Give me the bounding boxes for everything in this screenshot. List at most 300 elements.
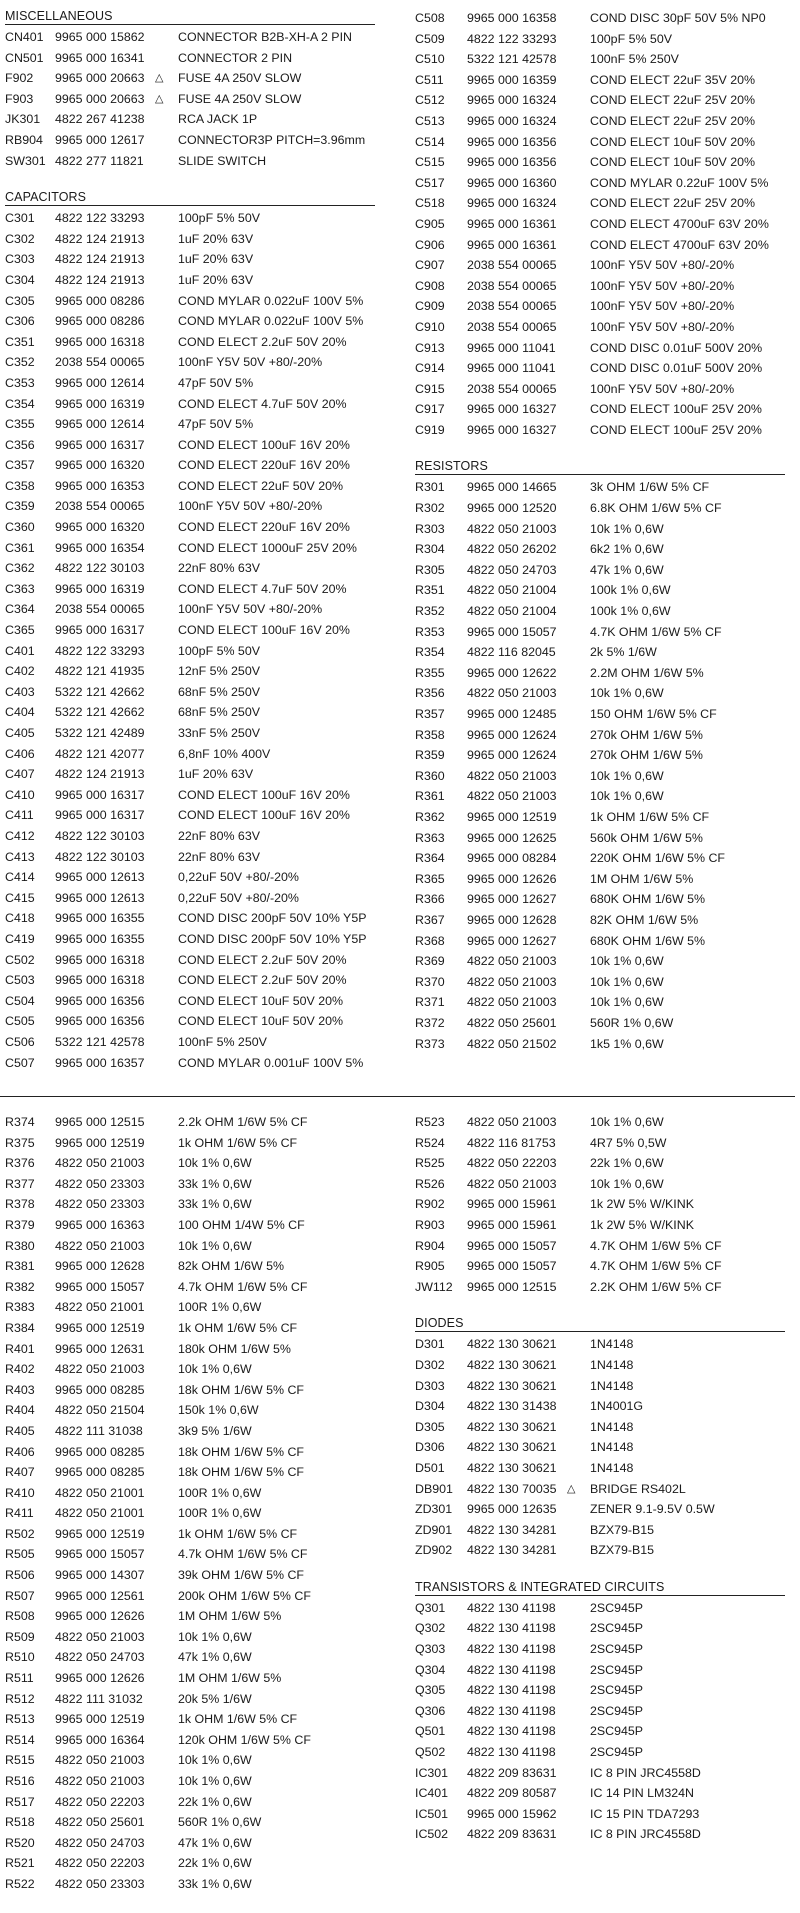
part-description: 1k OHM 1/6W 5% CF [178,1135,298,1150]
part-reference: Q301 [415,1600,446,1615]
part-description: COND ELECT 2.2uF 50V 20% [178,973,347,988]
part-row [5,1647,375,1668]
part-row [5,1812,375,1833]
part-description: BZX79-B15 [590,1522,655,1537]
part-description: 1k OHM 1/6W 5% CF [178,1712,298,1727]
part-description: COND ELECT 4.7uF 50V 20% [178,581,347,596]
part-row [415,786,785,807]
part-row [415,807,785,828]
part-code: 4822 050 21003 [55,1629,145,1644]
part-code: 4822 124 21913 [55,252,145,267]
part-code: 9965 000 12515 [55,1115,145,1129]
part-description: 4.7K OHM 1/6W 5% CF [590,624,722,639]
part-code: 4822 277 11821 [55,153,144,168]
part-reference: C363 [5,581,35,596]
part-description: 200k OHM 1/6W 5% CF [178,1588,311,1603]
part-code: 9965 000 16318 [55,973,145,988]
part-code: 4822 050 25601 [467,1015,557,1030]
part-code: 4822 122 30103 [55,849,145,864]
part-row [5,1709,375,1730]
part-reference: C405 [5,726,35,740]
part-code: 9965 000 12635 [467,1502,557,1517]
part-reference: SW301 [5,153,46,168]
part-code: 4822 130 30621 [467,1337,557,1352]
part-description: 100nF Y5V 50V +80/-20% [178,499,323,514]
part-reference: C507 [5,1055,35,1070]
part-description: 10k 1% 0,6W [590,1115,664,1129]
part-reference: C511 [415,72,444,87]
part-code: 9965 000 16318 [55,334,145,349]
part-reference: C906 [415,237,445,252]
part-row [415,29,785,50]
part-description: COND ELECT 1000uF 25V 20% [178,540,357,555]
part-reference: C303 [5,252,35,267]
part-code: 4822 050 21003 [55,1753,145,1768]
part-row [415,317,785,338]
part-reference: C913 [415,340,445,355]
part-reference: R524 [415,1135,445,1150]
part-reference: R369 [415,954,445,969]
part-reference: R405 [5,1423,35,1438]
part-description: COND MYLAR 0.022uF 100V 5% [178,314,364,329]
part-description: 10k 1% 0,6W [178,1774,252,1788]
part-reference: R516 [5,1774,35,1788]
part-description: 33k 1% 0,6W [178,1197,252,1212]
part-row [5,1503,375,1524]
part-description: 1k 2W 5% W/KINK [590,1197,694,1212]
part-code: 9965 000 12519 [55,1526,145,1541]
part-code: 9965 000 15961 [467,1217,557,1232]
parts-section [415,8,785,440]
part-code: 4822 130 41198 [467,1662,556,1677]
part-code: 9965 000 16324 [467,93,557,108]
part-row [5,270,375,291]
part-reference: CN501 [5,50,44,65]
part-row [5,558,375,579]
part-row [5,599,375,620]
part-row [5,332,375,353]
part-code: 9965 000 16359 [467,72,557,87]
part-reference: R364 [415,851,445,866]
part-code: 9965 000 12631 [55,1341,145,1356]
part-row [415,173,785,194]
part-row [415,498,785,519]
section-title: RESISTORS [415,458,785,475]
part-description: COND ELECT 2.2uF 50V 20% [178,334,347,349]
part-reference: R357 [415,707,445,721]
part-row [5,847,375,868]
safety-warning-icon: △ [155,92,164,105]
part-row [5,1689,375,1710]
part-code: 9965 000 16317 [55,808,145,823]
part-code: 9965 000 16363 [55,1217,145,1232]
part-description: COND ELECT 4.7uF 50V 20% [178,396,347,411]
part-reference: R359 [415,748,445,763]
part-row [5,1565,375,1586]
part-row [415,1174,785,1195]
part-code: 9965 000 12624 [467,748,557,763]
part-reference: C365 [5,623,35,638]
part-code: 9965 000 16320 [55,458,145,473]
part-reference: C508 [415,11,445,25]
part-row [5,1833,375,1854]
part-reference: RB904 [5,132,43,147]
part-row [5,517,375,538]
part-description: 2SC945P [590,1703,644,1718]
part-description: 47pF 50V 5% [178,375,254,390]
part-reference: IC502 [415,1827,449,1842]
part-description: IC 8 PIN JRC4558D [590,1765,701,1780]
part-row [415,1256,785,1277]
part-code: 4822 050 21003 [55,1362,145,1377]
part-reference: R382 [5,1279,35,1294]
part-code: 4822 121 41935 [55,664,145,679]
part-description: 100k 1% 0,6W [590,604,671,619]
part-code: 9965 000 08285 [55,1382,145,1397]
part-reference: C354 [5,396,35,411]
part-row [5,1874,375,1895]
part-reference: C359 [5,499,35,514]
part-reference: R380 [5,1238,35,1253]
part-reference: R361 [415,789,445,804]
parts-section [415,1315,785,1561]
part-description: COND ELECT 22uF 50V 20% [178,478,344,493]
part-description: 1uF 20% 63V [178,252,254,267]
part-reference: D303 [415,1378,445,1393]
part-description: 560R 1% 0,6W [590,1015,674,1030]
part-reference: D302 [415,1357,445,1372]
part-code: 9965 000 12626 [55,1671,145,1686]
part-description: COND ELECT 100uF 16V 20% [178,437,350,452]
part-row [5,496,375,517]
part-description: COND MYLAR 0.001uF 100V 5% [178,1055,364,1070]
part-row [5,1627,375,1648]
part-code: 9965 000 12614 [55,417,145,432]
part-reference: C403 [5,684,35,699]
part-description: BZX79-B15 [590,1543,655,1558]
part-description: 20k 5% 1/6W [178,1691,252,1706]
part-reference: R905 [415,1259,445,1274]
part-row [5,702,375,723]
part-row [415,235,785,256]
part-row [5,1750,375,1771]
part-row [415,1034,785,1055]
part-row [5,1194,375,1215]
part-reference: IC301 [415,1765,449,1780]
part-description: 10k 1% 0,6W [590,1176,664,1191]
part-description: COND ELECT 22uF 25V 20% [590,113,756,128]
part-code: 9965 000 08284 [467,851,557,866]
part-code: 4822 050 23303 [55,1197,145,1212]
part-description: COND ELECT 10uF 50V 20% [590,134,756,149]
part-code: 9965 000 20663 [55,71,145,86]
part-description: 6.8K OHM 1/6W 5% CF [590,501,722,516]
part-row [5,723,375,744]
part-reference: C406 [5,746,35,761]
part-row [415,49,785,70]
part-reference: R374 [5,1115,35,1129]
part-row [415,1194,785,1215]
part-reference: R521 [5,1856,35,1871]
part-description: 3k9 5% 1/6W [178,1423,252,1438]
part-code: 9965 000 14307 [55,1568,145,1583]
part-code: 9965 000 12626 [467,871,557,886]
part-reference: R358 [415,727,445,742]
part-row [415,539,785,560]
part-reference: R507 [5,1588,35,1603]
part-reference: R510 [5,1650,35,1665]
part-reference: R520 [5,1835,35,1850]
part-description: FUSE 4A 250V SLOW [178,91,302,106]
part-code: 4822 122 30103 [55,828,145,843]
part-code: 9965 000 16354 [55,540,145,555]
part-reference: C351 [5,334,35,349]
part-reference: CN401 [5,30,44,44]
part-row [5,1236,375,1257]
part-reference: C364 [5,602,35,617]
part-code: 2038 554 00065 [467,299,557,314]
part-row [415,1742,785,1763]
part-reference: R407 [5,1465,35,1480]
part-code: 4822 050 21001 [55,1300,145,1315]
part-code: 4822 050 21003 [55,1156,145,1171]
part-code: 4822 050 21003 [467,1115,557,1129]
part-description: 1k5 1% 0,6W [590,1036,664,1051]
part-row [415,704,785,725]
part-reference: C517 [415,175,445,190]
part-description: 1N4148 [590,1378,634,1393]
part-description: 1uF 20% 63V [178,272,254,287]
part-code: 9965 000 12617 [55,132,145,147]
part-description: 1M OHM 1/6W 5% [178,1609,282,1624]
part-description: 560R 1% 0,6W [178,1815,262,1830]
part-row [5,1421,375,1442]
part-code: 4822 122 33293 [55,643,145,658]
part-row [415,1112,785,1133]
part-code: 9965 000 16317 [55,623,145,638]
part-code: 9965 000 16356 [467,155,557,170]
part-code: 9965 000 16318 [55,952,145,967]
part-row [415,1355,785,1376]
part-code: 4822 130 34281 [467,1522,557,1537]
part-row [5,538,375,559]
part-description: 10k 1% 0,6W [178,1629,252,1644]
part-description: 100 OHM 1/4W 5% CF [178,1217,305,1232]
parts-section [5,189,375,1073]
part-description: COND DISC 0.01uF 500V 20% [590,361,763,376]
part-description: COND ELECT 10uF 50V 20% [178,1014,344,1029]
part-reference: R304 [415,542,445,557]
part-description: 68nF 5% 250V [178,684,260,699]
part-description: COND ELECT 2.2uF 50V 20% [178,952,347,967]
part-row [5,929,375,950]
part-row [415,1783,785,1804]
part-code: 9965 000 16317 [55,437,145,452]
part-description: COND MYLAR 0.022uF 100V 5% [178,293,364,308]
column-upper-left [5,8,375,1091]
part-reference: R376 [5,1156,35,1171]
part-reference: R354 [415,645,445,660]
part-description: 47k 1% 0,6W [178,1835,252,1850]
part-description: 10k 1% 0,6W [590,686,664,701]
part-row [5,151,375,172]
part-code: 4822 050 26202 [467,542,557,557]
part-code: 4822 130 41198 [467,1621,556,1636]
part-description: 1k OHM 1/6W 5% CF [178,1526,298,1541]
part-description: 100k 1% 0,6W [590,583,671,598]
part-row [415,725,785,746]
part-reference: ZD901 [415,1522,453,1537]
part-code: 9965 000 16327 [467,402,557,417]
part-code: 9965 000 16358 [467,11,557,25]
part-code: 9965 000 12614 [55,375,145,390]
part-reference: C410 [5,787,35,802]
part-code: 9965 000 12627 [467,892,557,907]
part-row [415,255,785,276]
part-description: 12nF 5% 250V [178,664,260,679]
part-row [5,579,375,600]
part-description: COND ELECT 100uF 16V 20% [178,787,350,802]
part-reference: C356 [5,437,35,452]
part-description: COND ELECT 10uF 50V 20% [590,155,756,170]
part-description: COND ELECT 22uF 25V 20% [590,93,756,108]
part-description: 560k OHM 1/6W 5% [590,830,703,845]
part-code: 9965 000 15057 [55,1547,145,1562]
part-row [5,1053,375,1074]
part-code: 4822 130 30621 [467,1419,557,1434]
part-description: COND ELECT 22uF 25V 20% [590,196,756,211]
part-description: IC 15 PIN TDA7293 [590,1806,700,1821]
part-row [415,601,785,622]
part-row [415,1437,785,1458]
part-code: 4822 116 82045 [467,645,556,660]
part-reference: R375 [5,1135,35,1150]
part-row [5,1215,375,1236]
part-reference: R370 [415,974,445,989]
part-code: 4822 050 22203 [467,1156,557,1171]
part-code: 4822 130 41198 [467,1683,556,1698]
part-row [5,888,375,909]
part-reference: C505 [5,1014,35,1029]
part-description: 10k 1% 0,6W [178,1362,252,1377]
part-reference: C907 [415,258,445,273]
part-description: 2k 5% 1/6W [590,645,657,660]
part-row [415,1540,785,1561]
parts-section [415,1579,785,1845]
part-description: 2.2K OHM 1/6W 5% CF [590,1279,722,1294]
part-description: COND ELECT 100uF 16V 20% [178,808,350,823]
part-row [5,1483,375,1504]
part-code: 4822 267 41238 [55,112,145,127]
part-description: RCA JACK 1P [178,112,258,127]
part-row [415,683,785,704]
part-row [5,867,375,888]
part-row [415,132,785,153]
part-description: 150k 1% 0,6W [178,1403,259,1418]
part-description: CONNECTOR3P PITCH=3.96mm [178,132,366,147]
part-description: COND ELECT 100uF 25V 20% [590,422,762,437]
part-row [5,950,375,971]
part-row [415,1520,785,1541]
part-description: COND MYLAR 0.22uF 100V 5% [590,175,769,190]
part-row [5,1174,375,1195]
part-code: 9965 000 16317 [55,787,145,802]
part-row [415,1153,785,1174]
part-code: 9965 000 16327 [467,422,557,437]
part-code: 4822 130 34281 [467,1543,557,1558]
part-description: 100pF 5% 50V [590,31,672,46]
part-code: 4822 122 33293 [467,31,557,46]
part-description: 4.7K OHM 1/6W 5% CF [590,1259,722,1274]
part-reference: R302 [415,501,445,516]
part-code: 9965 000 16353 [55,478,145,493]
part-row [5,1400,375,1421]
part-row [415,214,785,235]
part-reference: C361 [5,540,35,555]
part-row [5,1032,375,1053]
part-reference: R411 [5,1506,34,1521]
part-description: 68nF 5% 250V [178,705,260,720]
part-reference: R353 [415,624,445,639]
part-reference: R372 [415,1015,445,1030]
part-code: 9965 000 12613 [55,890,145,905]
part-code: 9965 000 12624 [467,727,557,742]
part-row [415,1277,785,1298]
part-row [5,1442,375,1463]
part-row [5,1359,375,1380]
part-row [415,276,785,297]
part-code: 4822 050 21003 [467,1176,557,1191]
part-row [5,394,375,415]
part-description: 10k 1% 0,6W [178,1753,252,1768]
part-row [5,785,375,806]
part-reference: C905 [415,216,445,231]
part-code: 4822 050 22203 [55,1794,145,1809]
part-description: 22nF 80% 63V [178,849,260,864]
part-row [5,1544,375,1565]
part-row [415,519,785,540]
part-description: 100nF Y5V 50V +80/-20% [590,299,735,314]
part-reference: C504 [5,993,35,1008]
part-reference: R351 [415,583,445,598]
part-row [5,1133,375,1154]
part-description: ZENER 9.1-9.5V 0.5W [590,1502,715,1517]
part-description: 1k 2W 5% W/KINK [590,1217,694,1232]
part-code: 4822 121 42077 [55,746,145,761]
part-code: 9965 000 12515 [467,1279,557,1294]
part-code: 4822 124 21913 [55,272,145,287]
part-row [5,109,375,130]
part-description: 100nF Y5V 50V +80/-20% [590,381,735,396]
column-lower-right [415,1112,785,1863]
part-row [5,908,375,929]
part-reference: Q502 [415,1745,446,1760]
part-code: 9965 000 16319 [55,581,145,596]
part-description: 120k OHM 1/6W 5% CF [178,1732,311,1747]
part-description: SLIDE SWITCH [178,153,267,168]
section-title: MISCELLANEOUS [5,8,375,25]
part-code: 5322 121 42578 [467,52,557,67]
part-reference: R305 [415,562,445,577]
part-description: 270k OHM 1/6W 5% [590,727,703,742]
part-row [415,90,785,111]
part-row [5,414,375,435]
part-description: 100nF 5% 250V [178,1034,267,1049]
part-description: 10k 1% 0,6W [590,789,664,804]
part-code: 2038 554 00065 [55,499,145,514]
part-code: 9965 000 12485 [467,707,557,721]
part-row [5,48,375,69]
